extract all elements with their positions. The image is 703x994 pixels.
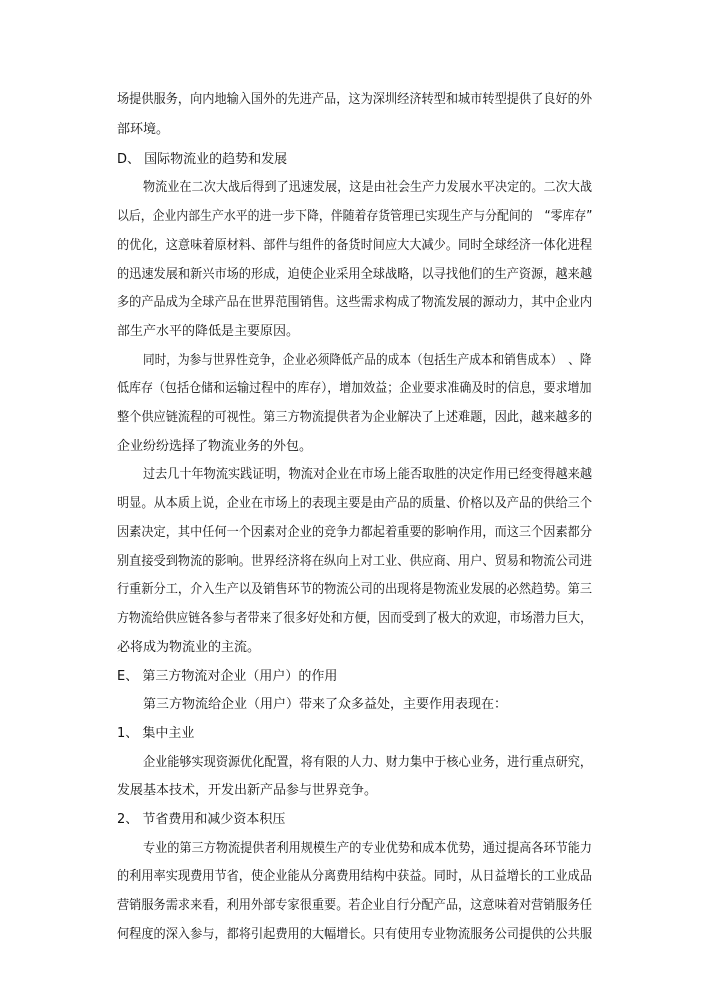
paragraph-line: 以后，企业内部生产水平的进一步下降，伴随着存货管理已实现生产与分配间的 “零库存” [117, 209, 593, 224]
paragraph-line: 发展基本技术，开发出新产品参与世界竞争。 [117, 783, 378, 798]
subsection-heading-1: 1、 集中主业 [117, 726, 195, 741]
section-heading-e: E、 第三方物流对企业（用户）的作用 [117, 669, 338, 684]
paragraph-line: 的利用率实现费用节省，使企业能从分离费用结构中获益。同时，从日益增长的工业成品 [117, 869, 593, 884]
paragraph-line: 低库存（包括仓储和运输过程中的库存），增加效益；企业要求准确及时的信息，要求增加 [117, 381, 592, 396]
paragraph-line: 方物流给供应链各参与者带来了很多好处和方便，因而受到了极大的欢迎，市场潜力巨大， [117, 611, 593, 626]
paragraph-line: 第三方物流给企业（用户）带来了众多益处，主要作用表现在： [143, 697, 508, 712]
paragraph-line: 专业的第三方物流提供者利用规模生产的专业优势和成本优势，通过提高各环节能力 [143, 841, 593, 856]
paragraph-line: 明显。从本质上说，企业在市场上的表现主要是由产品的质量、价格以及产品的供给三个 [117, 496, 593, 511]
paragraph-line: 物流业在二次大战后得到了迅速发展，这是由社会生产力发展水平决定的。二次大战 [143, 180, 593, 195]
paragraph-line: 部环境。 [117, 122, 170, 137]
paragraph-line: 行重新分工，介入生产以及销售环节的物流公司的出现将是物流业发展的必然趋势。第三 [117, 582, 593, 597]
section-heading-d: D、 国际物流业的趋势和发展 [117, 152, 288, 167]
paragraph-line: 何程度的深入参与，都将引起费用的大幅增长。只有使用专业物流服务公司提供的公共服 [117, 927, 593, 942]
paragraph-line: 企业纷纷选择了物流业务的外包。 [117, 439, 313, 454]
subsection-heading-2: 2、 节省费用和减少资本积压 [117, 812, 286, 827]
paragraph-line: 营销服务需求来看，利用外部专家很重要。若企业自行分配产品，这意味着对营销服务任 [117, 898, 593, 913]
paragraph-line: 部生产水平的降低是主要原因。 [117, 324, 300, 339]
paragraph-line: 同时，为参与世界性竞争，企业必须降低产品的成本（包括生产成本和销售成本） 、降 [143, 353, 592, 368]
paragraph-line: 多的产品成为全球产品在世界范围销售。这些需求构成了物流发展的源动力，其中企业内 [117, 295, 593, 310]
paragraph-line: 过去几十年物流实践证明，物流对企业在市场上能否取胜的决定作用已经变得越来越 [143, 467, 593, 482]
paragraph-line: 整个供应链流程的可视性。第三方物流提供者为企业解决了上述难题，因此，越来越多的 [117, 410, 593, 425]
paragraph-line: 别直接受到物流的影响。世界经济将在纵向上对工业、供应商、用户、贸易和物流公司进 [117, 554, 593, 569]
paragraph-line: 的迅速发展和新兴市场的形成，迫使企业采用全球战略，以寻找他们的生产资源，越来越 [117, 267, 593, 282]
paragraph-line: 企业能够实现资源优化配置，将有限的人力、财力集中于核心业务，进行重点研究， [143, 755, 593, 770]
paragraph-line: 的优化，这意味着原材料、部件与组件的备货时间应大大减少。同时全球经济一体化进程 [117, 238, 593, 253]
paragraph-line: 因素决定，其中任何一个因素对企业的竞争力都起着重要的影响作用，而这三个因素都分 [117, 525, 593, 540]
paragraph-line: 场提供服务，向内地输入国外的先进产品，这为深圳经济转型和城市转型提供了良好的外 [117, 92, 593, 107]
paragraph-line: 必将成为物流业的主流。 [117, 640, 261, 655]
